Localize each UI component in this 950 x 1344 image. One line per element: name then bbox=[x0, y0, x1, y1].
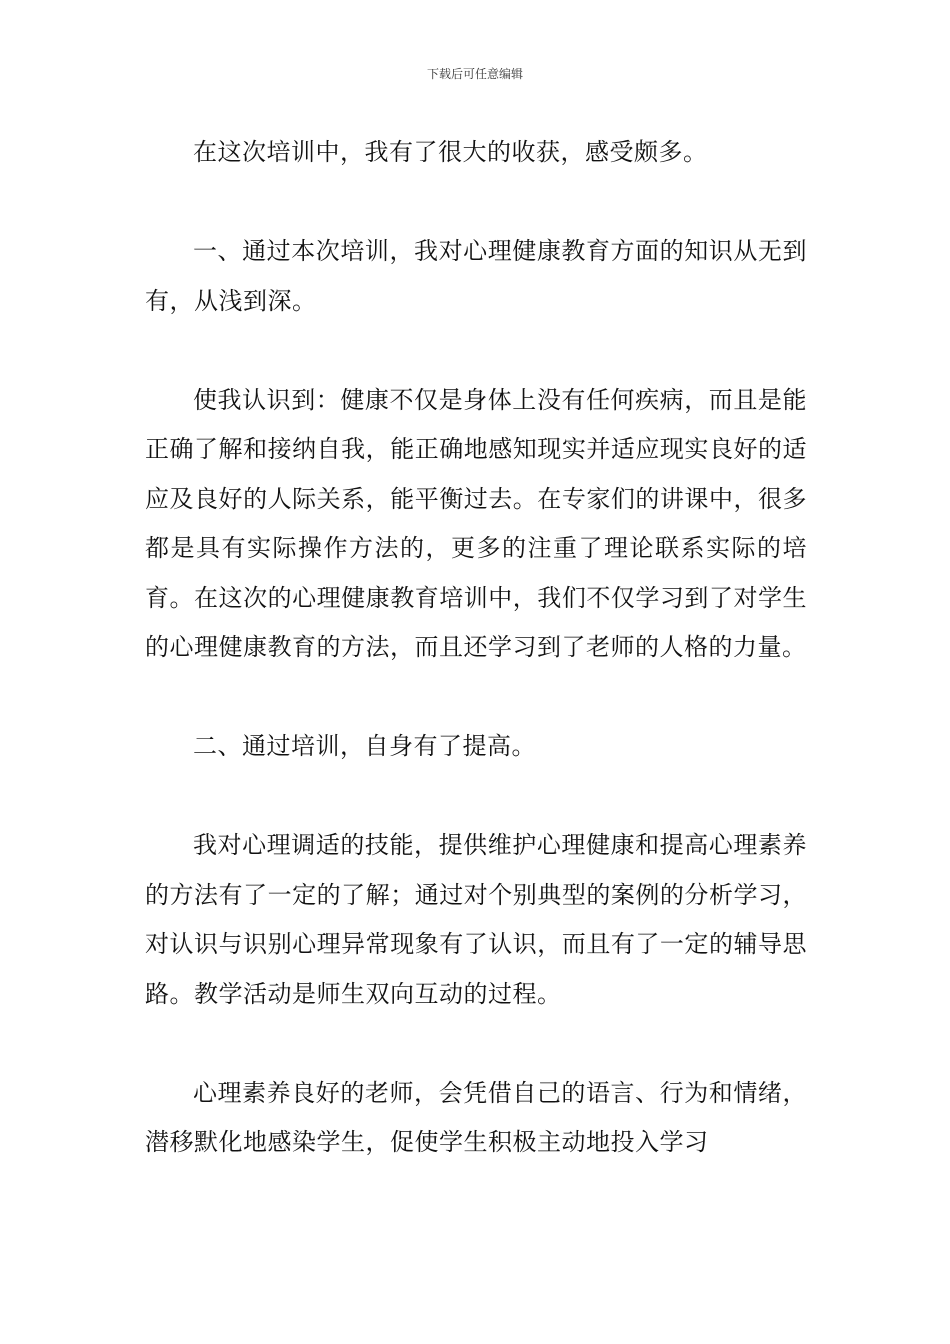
paragraph-skills: 我对心理调适的技能，提供维护心理健康和提高心理素养的方法有了一定的了解；通过对个别典型的案例的分析学习，对认识与识别心理异常现象有了认识，而且有了一定的辅导思路。教学活动是师生双向互动的过程。 bbox=[145, 831, 807, 1008]
paragraph-section-two: 二、通过培训，自身有了提高。 bbox=[193, 732, 536, 760]
document-body bbox=[145, 128, 807, 1168]
paragraph-health-understanding: 使我认识到：健康不仅是身体上没有任何疾病，而且是能正确了解和接纳自我，能正确地感知现实并适应现实良好的适应及良好的人际关系，能平衡过去。在专家们的讲课中，很多都是具有实际操作方法的，更多的注重了理论联系实际的培育。在这次的心理健康教育培训中，我们不仅学习到了对学生的心理健康教育的方法，而且还学习到了老师的人格的力量。 bbox=[145, 385, 807, 661]
paragraph-teacher-quality: 心理素养良好的老师，会凭借自己的语言、行为和情绪，潜移默化地感染学生，促使学生积极主动地投入学习 bbox=[145, 1078, 807, 1156]
paragraph-intro: 在这次培训中，我有了很大的收获，感受颇多。 bbox=[193, 138, 708, 166]
page-header: 下载后可任意编辑 bbox=[426, 67, 523, 81]
paragraph-section-one: 一、通过本次培训，我对心理健康教育方面的知识从无到有，从浅到深。 bbox=[145, 237, 807, 315]
